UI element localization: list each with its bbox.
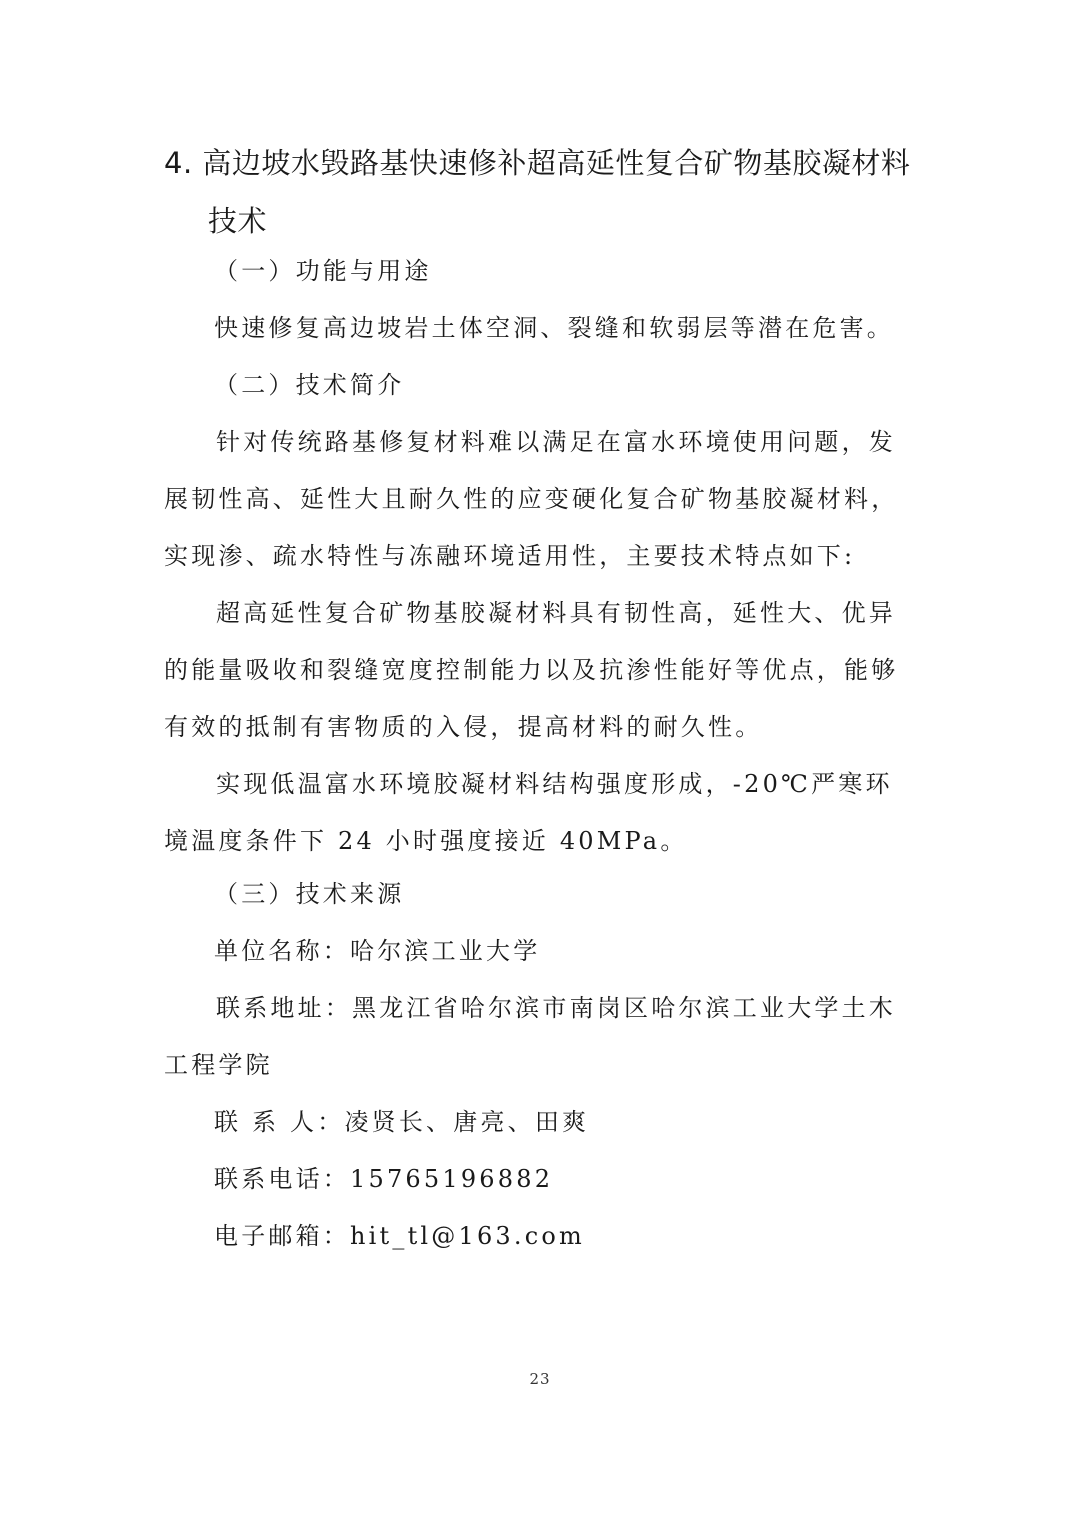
- source-phone: 联系电话：15765196882: [214, 1165, 554, 1193]
- intro-paragraph-1: 针对传统路基修复材料难以满足在富水环境使用问题，发展韧性高、延性大且耐久性的应变硬化复合矿物基胶凝材料，实现渗、疏水特性与冻融环境适用性，主要技术特点如下:: [164, 428, 899, 570]
- subsection-title-function: （一）功能与用途: [214, 257, 432, 285]
- heading-line-2: 技术: [208, 204, 268, 238]
- source-unit: 单位名称：哈尔滨工业大学: [214, 937, 541, 965]
- subsection-title-intro: （二）技术简介: [214, 371, 405, 399]
- page-number: 23: [529, 1370, 551, 1388]
- source-address: 联系地址：黑龙江省哈尔滨市南岗区哈尔滨工业大学土木工程学院: [164, 994, 896, 1079]
- heading-line-1: 4. 高边坡水毁路基快速修补超高延性复合矿物基胶凝材料: [164, 146, 911, 180]
- source-contact: 联 系 人：凌贤长、唐亮、田爽: [214, 1108, 590, 1136]
- source-email: 电子邮箱：hit_tl@163.com: [214, 1222, 585, 1250]
- function-text: 快速修复高边坡岩土体空洞、裂缝和软弱层等潜在危害。: [214, 314, 894, 342]
- intro-paragraph-2: 超高延性复合矿物基胶凝材料具有韧性高，延性大、优异的能量吸收和裂缝宽度控制能力以及抗渗性能好等优点，能够有效的抵制有害物质的入侵，提高材料的耐久性。: [164, 599, 899, 741]
- subsection-title-source: （三）技术来源: [214, 880, 405, 908]
- section-heading: [164, 134, 924, 250]
- intro-paragraph-3: 实现低温富水环境胶凝材料结构强度形成，-20℃严寒环境温度条件下 24 小时强度接近 40MPa。: [164, 770, 893, 855]
